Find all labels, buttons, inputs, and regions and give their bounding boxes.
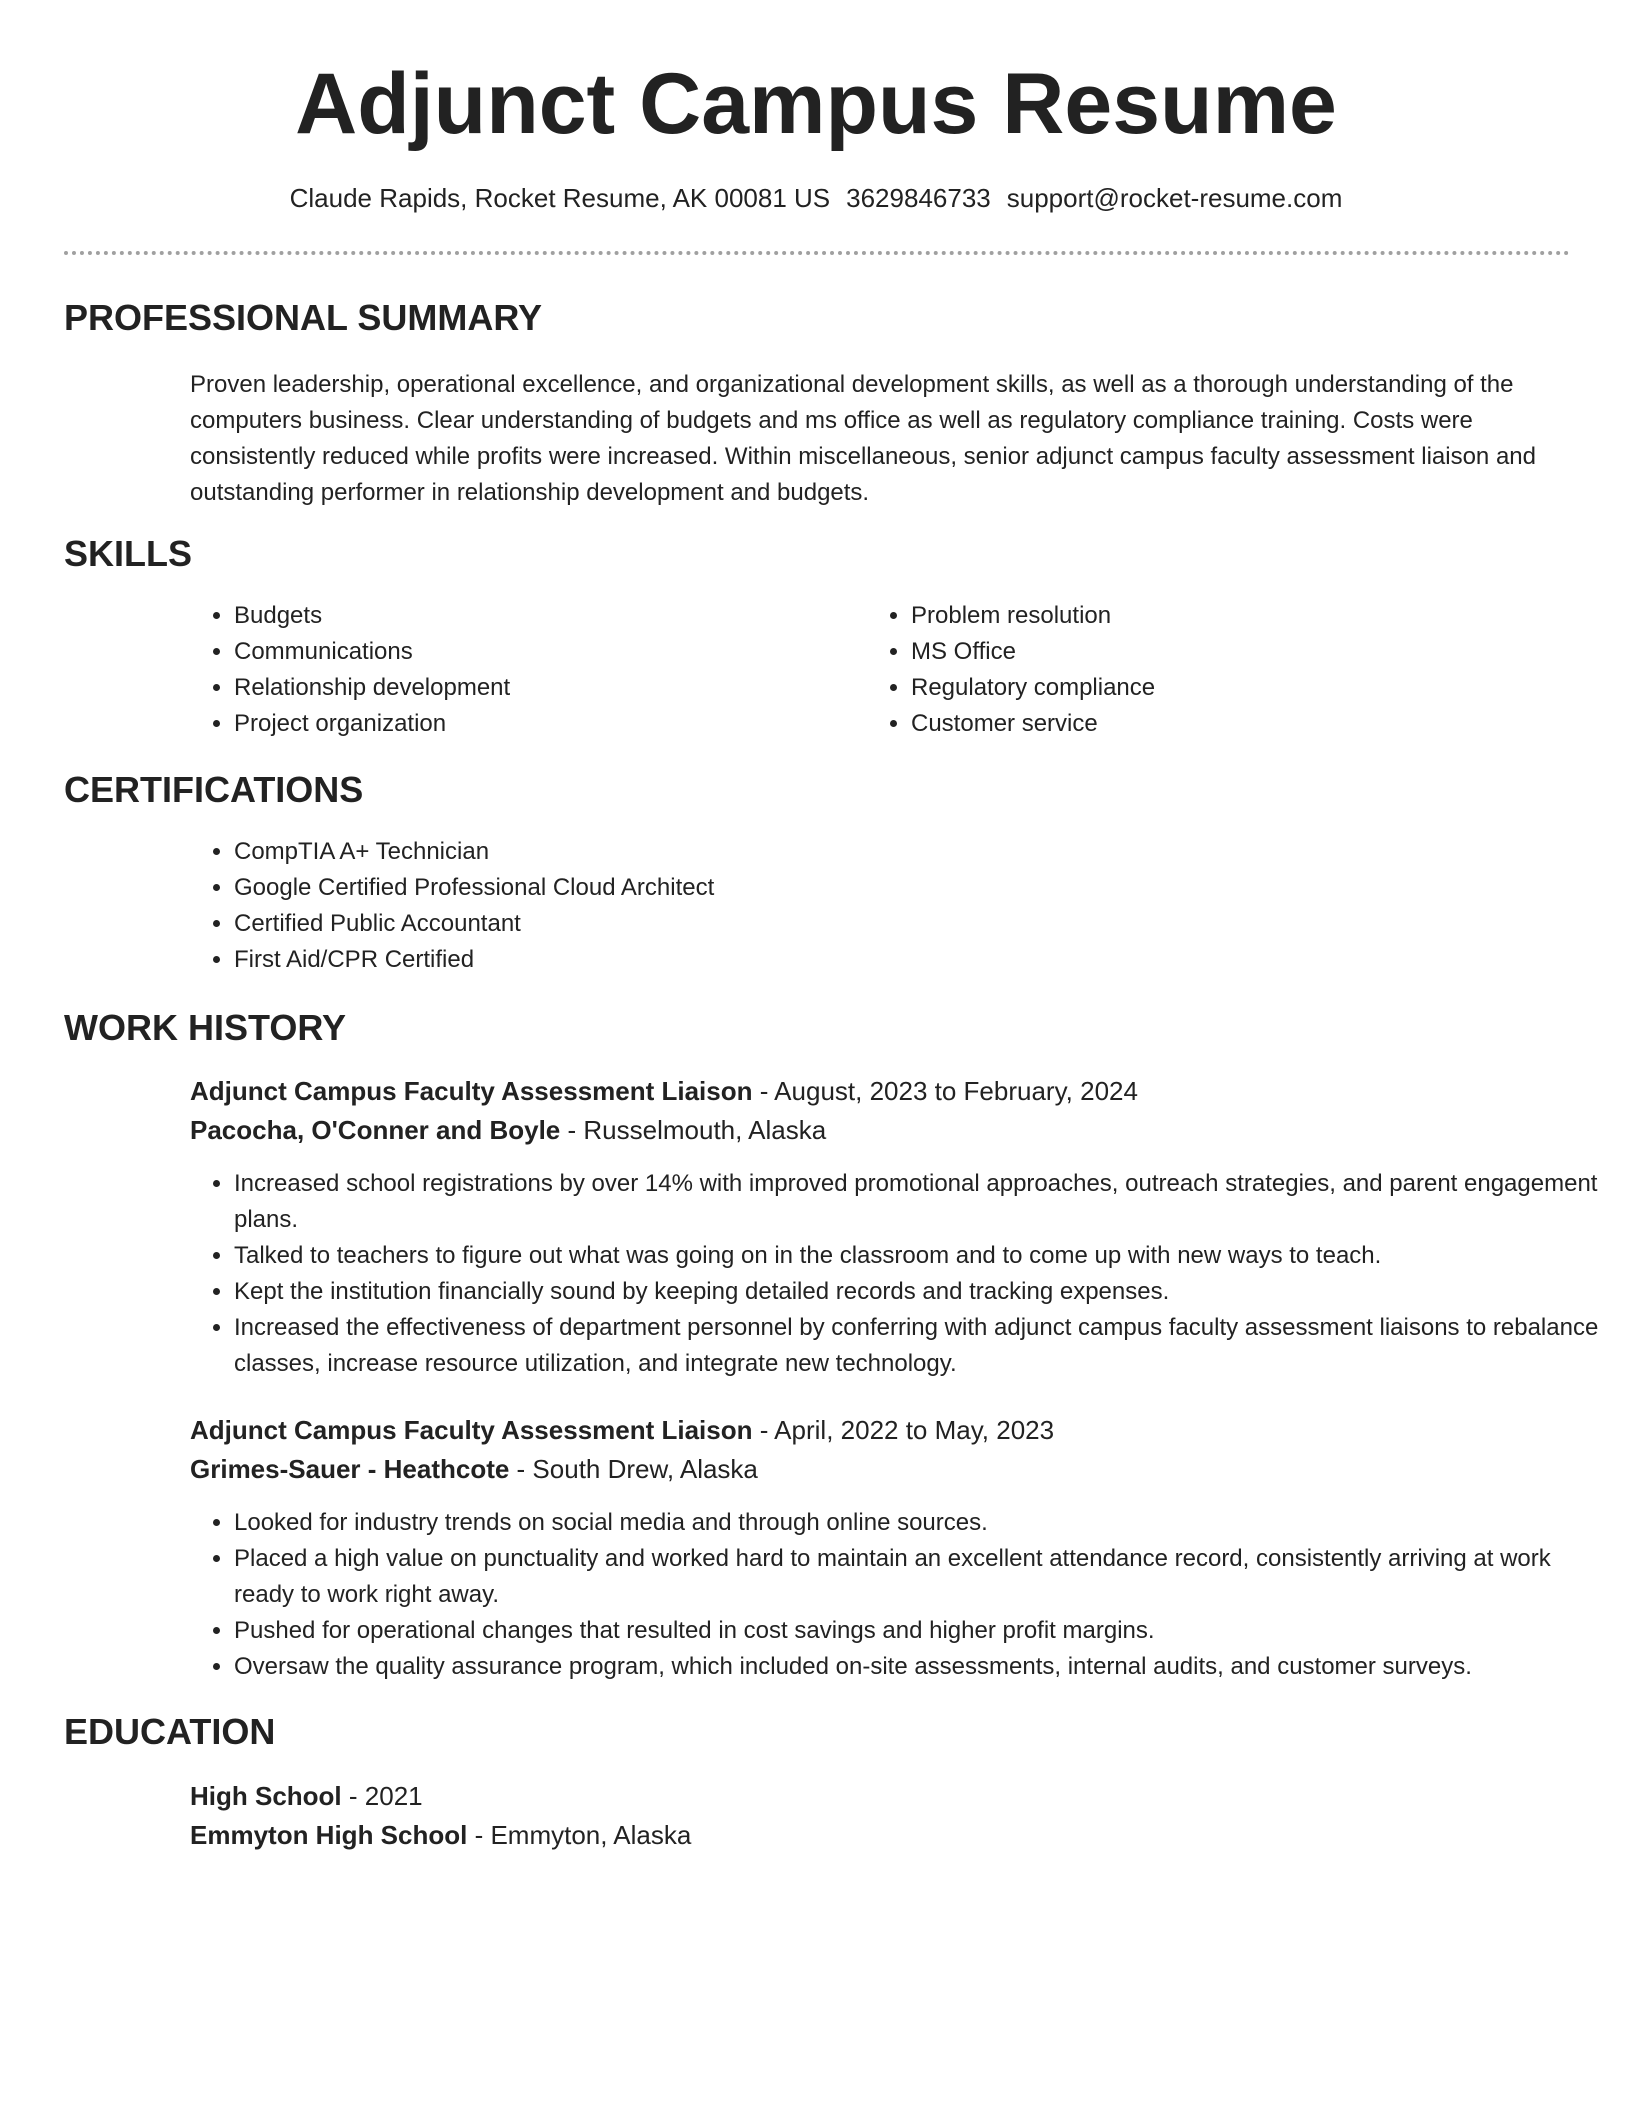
header-divider xyxy=(64,251,1570,255)
certification-item: • Google Certified Professional Cloud Architect xyxy=(234,870,1614,906)
certification-item: • CompTIA A+ Technician xyxy=(234,834,1614,870)
skills-list-right xyxy=(867,598,1531,742)
certifications-list xyxy=(190,834,1614,978)
job-location: - Russelmouth, Alaska xyxy=(560,1115,827,1145)
job-bullet: • Increased the effectiveness of department personnel by conferring with adjunct campus faculty assessment liaisons to rebalance classes, increase resource utilization, and integrate new technology. xyxy=(234,1310,1614,1382)
job-company-line xyxy=(190,1111,826,1149)
education-degree-line xyxy=(190,1777,423,1815)
skill-item: • Budgets xyxy=(234,598,854,634)
job-bullet: • Talked to teachers to figure out what was going on in the classroom and to come up with new ways to teach. xyxy=(234,1238,1614,1274)
contact-email: support@rocket-resume.com xyxy=(1006,183,1343,213)
job-role: Adjunct Campus Faculty Assessment Liaison xyxy=(190,1076,753,1106)
skill-item: • Relationship development xyxy=(234,670,854,706)
job-title-line xyxy=(190,1072,1138,1110)
job-dates: - August, 2023 to February, 2024 xyxy=(752,1076,1138,1106)
education-school: Emmyton High School xyxy=(190,1820,468,1850)
job-bullet: • Increased school registrations by over 14% with improved promotional approaches, outreach strategies, and parent engagement plans. xyxy=(234,1166,1614,1238)
work-history-heading: WORK HISTORY xyxy=(64,1007,347,1048)
job-bullet: • Looked for industry trends on social media and through online sources. xyxy=(234,1505,1614,1541)
job-dates: - April, 2022 to May, 2023 xyxy=(752,1415,1055,1445)
skill-item: • Project organization xyxy=(234,706,854,742)
contact-line xyxy=(0,180,1632,216)
education-location: - Emmyton, Alaska xyxy=(467,1820,692,1850)
job-company: Pacocha, O'Conner and Boyle xyxy=(190,1115,561,1145)
skill-item: • MS Office xyxy=(911,634,1531,670)
summary-text: Proven leadership, operational excellence, and organizational development skills, as well as a thorough understanding of the computers business. Clear understanding of budgets and ms office as well as regulatory compliance training. Costs were consistently reduced while profits were increased. Within miscellaneous, senior adjunct campus faculty assessment liaison and outstanding performer in relationship development and budgets. xyxy=(190,371,1536,506)
job-role: Adjunct Campus Faculty Assessment Liaison xyxy=(190,1415,753,1445)
job-bullet: • Kept the institution financially sound by keeping detailed records and tracking expenses. xyxy=(234,1274,1614,1310)
job-bullet: • Pushed for operational changes that resulted in cost savings and higher profit margins. xyxy=(234,1613,1614,1649)
education-heading: EDUCATION xyxy=(64,1711,276,1752)
job-bullet: • Oversaw the quality assurance program, which included on-site assessments, internal audits, and customer surveys. xyxy=(234,1649,1614,1685)
job-company: Grimes-Sauer - Heathcote xyxy=(190,1454,510,1484)
skill-item: • Communications xyxy=(234,634,854,670)
summary-heading: PROFESSIONAL SUMMARY xyxy=(64,297,543,338)
certification-item: • Certified Public Accountant xyxy=(234,906,1614,942)
education-year: - 2021 xyxy=(341,1781,423,1811)
contact-address: Claude Rapids, Rocket Resume, AK 00081 US xyxy=(289,183,831,213)
job-bullet: • Placed a high value on punctuality and worked hard to maintain an excellent attendance record, consistently arriving at work ready to work right away. xyxy=(234,1541,1614,1613)
job-title-line xyxy=(190,1411,1054,1449)
education-degree: High School xyxy=(190,1781,342,1811)
job-bullets xyxy=(190,1505,1614,1685)
job-location: - South Drew, Alaska xyxy=(509,1454,758,1484)
job-bullets xyxy=(190,1166,1614,1382)
certification-item: • First Aid/CPR Certified xyxy=(234,942,1614,978)
skills-list-left xyxy=(190,598,854,742)
skill-item: • Problem resolution xyxy=(911,598,1531,634)
skill-item: • Regulatory compliance xyxy=(911,670,1531,706)
skills-heading: SKILLS xyxy=(64,533,193,574)
skill-item: • Customer service xyxy=(911,706,1531,742)
job-company-line xyxy=(190,1450,758,1488)
certifications-heading: CERTIFICATIONS xyxy=(64,769,364,810)
resume-name: Adjunct Campus Resume xyxy=(295,56,1337,152)
education-school-line xyxy=(190,1816,691,1854)
contact-phone: 3629846733 xyxy=(846,183,991,213)
